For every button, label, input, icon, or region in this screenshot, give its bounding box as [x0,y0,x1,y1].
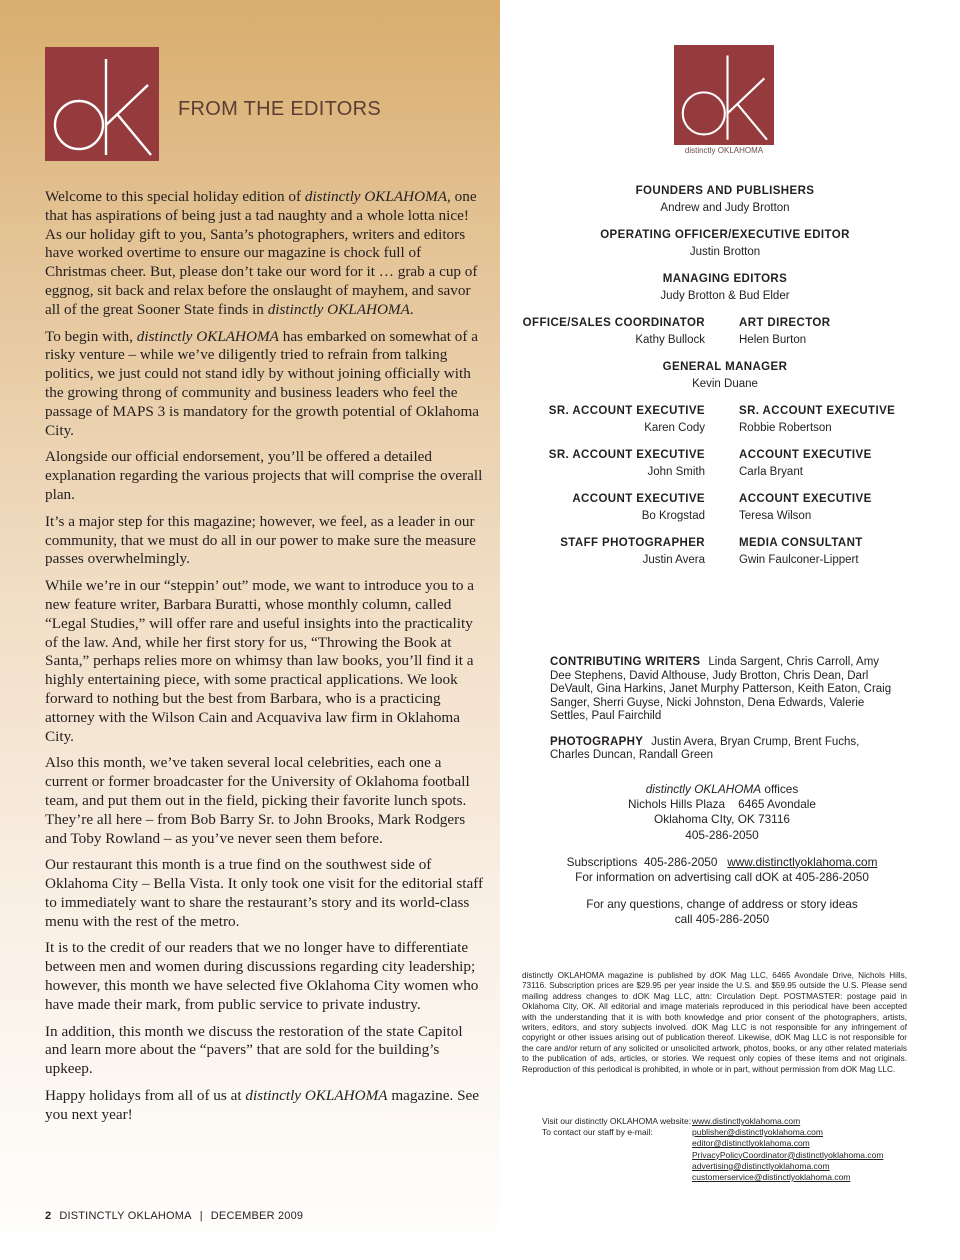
photographers-list: Justin Avera, Bryan Crump, Brent Fuchs, Charles Duncan, Randall Green [550,735,860,761]
editors-letter [45,188,485,1133]
masthead-entry [510,535,705,569]
masthead-name: Justin Brotton [689,246,761,258]
masthead-entry [739,403,939,437]
email-label: To contact our staff by e-mail: [542,1127,653,1138]
offices-address: Nichols Hills Plaza 6465 Avondale [628,797,816,812]
website-link[interactable]: www.distinctlyoklahoma.com [692,1116,801,1126]
email-row [542,1127,922,1183]
website-row [542,1116,922,1127]
text-run: magazine. See you next year! [45,1087,480,1123]
masthead-title: SR. ACCOUNT EXECUTIVE [548,405,705,417]
offices-phone: 405-286-2050 [685,827,759,842]
dok-logo-mark [674,45,774,145]
logo-tagline: distinctly OKLAHOMA [684,146,764,155]
contacts [542,1116,922,1183]
masthead-title: ART DIRECTOR [739,317,831,329]
email-link[interactable]: publisher@distinctlyoklahoma.com [692,1127,823,1138]
italic-text: distinctly OKLAHOMA [267,300,410,318]
contributing-writers [550,656,900,724]
masthead-entry [739,447,939,481]
italic-text: distinctly OKLAHOMA [304,188,448,205]
dok-logo-right [674,45,774,145]
email-link[interactable]: PrivacyPolicyCoordinator@distinctlyoklahoma.com [692,1149,884,1160]
website-label: Visit our distinctly OKLAHOMA website: [542,1116,692,1126]
masthead-row [510,447,940,481]
letter-paragraph: In addition, this month we discuss the restoration of the state Capitol and learn more about the “pavers” that are sold for the building’s upkeep. [45,1022,463,1078]
masthead [510,183,940,579]
masthead-name: Andrew and Judy Brotton [660,202,790,214]
questions-line: For any questions, change of address or story ideas [586,897,858,912]
text-run: To begin with, [45,327,137,345]
masthead-title: ACCOUNT EXECUTIVE [572,493,705,505]
website-link[interactable]: www.distinctlyoklahoma.com [727,854,878,869]
dok-logo-left [45,47,159,161]
masthead-entry [510,491,705,525]
masthead-entry [510,403,705,437]
masthead-title: OFFICE/SALES COORDINATOR [522,317,705,329]
masthead-name: Judy Brotton & Bud Elder [660,290,790,302]
masthead-title: GENERAL MANAGER [662,361,788,373]
masthead-row [510,403,940,437]
masthead-entry [739,315,939,349]
masthead-name: John Smith [647,466,705,478]
masthead-title: MANAGING EDITORS [662,273,788,285]
italic-text: distinctly OKLAHOMA [136,327,279,345]
masthead-title: ACCOUNT EXECUTIVE [739,449,872,461]
email-link[interactable]: customerservice@distinctlyoklahoma.com [692,1172,851,1183]
dok-logo-mark [45,47,159,161]
letter-paragraph: Our restaurant this month is a true find on the southwest side of Oklahoma City – Bella Vista. It only took one visit for the editorial staff to immediately want to share the restaurant’s story and its world-class menu with the rest of the metro. [45,856,484,930]
masthead-name: Gwin Faulconer-Lippert [739,554,859,566]
masthead-title: MEDIA CONSULTANT [739,537,863,549]
masthead-name: Robbie Robertson [739,422,832,434]
offices-brand: distinctly OKLAHOMA [645,782,762,796]
footer-separator: | [199,1210,203,1222]
letter-paragraph [45,1087,485,1125]
masthead-title: SR. ACCOUNT EXECUTIVE [739,405,896,417]
writers-list: Linda Sargent, Chris Carroll, Amy Dee Stephens, David Althouse, Judy Brotton, Chris Dean, Darl DeVault, Gina Harkins, Janet Murphy Patterson, Keith Eaton, Craig Sanger, Sherri Guyse, Nicki Johnston, Dena Edwards, Valerie Settles, Paul Fairchild [550,656,892,722]
masthead-name: Kevin Duane [692,378,758,390]
masthead-name: Teresa Wilson [739,510,812,522]
masthead-name: Carla Bryant [739,466,803,478]
photography [550,736,900,763]
text-run: Welcome to this special holiday edition of [45,188,305,205]
contributors [550,656,900,775]
writers-label: CONTRIBUTING WRITERS [550,656,701,668]
letter-paragraph [45,188,485,320]
page-number: 2 [45,1210,52,1222]
masthead-title: OPERATING OFFICER/EXECUTIVE EDITOR [600,229,850,241]
masthead-entry [510,447,705,481]
masthead-row [510,315,940,349]
text-run: . [409,300,414,318]
masthead-title: ACCOUNT EXECUTIVE [739,493,872,505]
page-heading: FROM THE EDITORS [178,98,381,120]
masthead-entry [510,315,705,349]
letter-paragraph: It is to the credit of our readers that we no longer have to differentiate between men and women during discussions regarding city leadership; however, this month we have selected five Oklahoma City women who have made their mark, from public service to private industry. [45,939,479,1013]
masthead-title: FOUNDERS AND PUBLISHERS [635,185,815,197]
text-run: Happy holidays from all of us at [45,1087,246,1105]
letter-paragraph: It’s a major step for this magazine; however, we feel, as a leader in our community, that we must do all in our power to make sure the measure passes overwhelmingly. [45,512,476,568]
offices-city: Oklahoma CIty, OK 73116 [654,812,790,827]
masthead-entry [510,183,940,217]
italic-text: distinctly OKLAHOMA [245,1087,388,1105]
text-run: , one that has aspirations of being just a tad naughty and a whole lotta nice! As our holiday gift to you, Santa’s photographers, writers and editors have worked overtime to ensure our magazine is chock full of Christmas cheer. But, please don’t take our word for it … grab a cup of eggnog, sit back and relax before the onslaught of mayhem, and savor all of the great Sooner State finds in [45,188,478,318]
offices-info [522,782,922,928]
masthead-name: Bo Krogstad [641,510,705,522]
masthead-entry [510,271,940,305]
letter-paragraph: Alongside our official endorsement, you’ll be offered a detailed explanation regarding the various projects that will comprise the overall plan. [45,448,483,503]
masthead-row [510,535,940,569]
letter-paragraph [45,328,485,441]
masthead-name: Justin Avera [642,554,705,566]
email-list [692,1127,883,1183]
masthead-entry [510,227,940,261]
subscriptions-label: Subscriptions 405-286-2050 [566,854,718,869]
masthead-name: Kathy Bullock [635,334,705,346]
questions-phone: call 405-286-2050 [674,912,770,927]
advertising-line: For information on advertising call dOK at 405-286-2050 [575,870,869,885]
email-link[interactable]: advertising@distinctlyoklahoma.com [692,1160,830,1171]
masthead-title: STAFF PHOTOGRAPHER [560,537,705,549]
subscriptions-line [522,855,922,870]
text-run: has embarked on somewhat of a risky venture – while we’ve diligently tried to refrain from talking politics, we just could not stand idly by without joining officially with the growing throng of community and business leaders who feel the passage of MAPS 3 is mandatory for the growth potential of Oklahoma City. [45,327,480,439]
offices-line [522,782,922,797]
footer-magazine: DISTINCTLY OKLAHOMA [59,1210,192,1222]
legal-notice: distinctly OKLAHOMA magazine is published by dOK Mag LLC, 6465 Avondale Drive, Nichols Hills, 73116. Subscription prices are $29.95 per year inside the U.S. and $59.95 outside the U.S. Please send mailing address changes to dOK Mag LLC, attn: Circulation Dept. POSTMASTER: postage paid in Oklahoma City, OK. All editorial and image materials reproduced in this periodical have been accepted with the understanding that it is with both knowledge and prior consent of the photographers, artists, writers, editors, and story subjects involved. dOK Mag LLC is not responsible for any infringement of copyright or other issues arising out of publication thereof. Likewise, dOK Mag LLC is not responsible for the care and/or return of any solicited or unsolicited artwork, photos, books, or any other related materials to the publication of ads, articles, or stories. We request only copies of these items and not originals. Reproduction of this periodical is prohibited, in whole or in part, without permission from dOK Mag LLC. [522,971,907,1074]
page-footer [45,1210,303,1222]
letter-paragraph: While we’re in our “steppin’ out” mode, we want to introduce you to a new feature writer, Barbara Buratti, whose monthly column, called “Legal Studies,” will offer rare and useful insights into the practicality of the law. And, while her first story for us, “Throwing the Book at Santa,” perhaps relies more on whimsy than law books, you’ll find it a highly entertaining piece, with some practical applications. We look forward to nothing but the best from Barbara, who is a practicing attorney with the Wilson Cain and Acquaviva law firm in Oklahoma City. [45,577,475,745]
footer-date: DECEMBER 2009 [210,1210,304,1222]
letter-paragraph: Also this month, we’ve taken several local celebrities, each one a current or former broadcaster for the University of Oklahoma football team, and put them out in the field, picking their favorite lunch spots. They’re all here – from Bob Barry Sr. to John Brooks, Mark Rodgers and Toby Rowland – as you’ve never seen them before. [45,754,470,847]
masthead-entry [510,359,940,393]
masthead-title: SR. ACCOUNT EXECUTIVE [548,449,705,461]
email-link[interactable]: editor@distinctlyoklahoma.com [692,1138,810,1149]
masthead-row [510,491,940,525]
photography-label: PHOTOGRAPHY [550,735,644,748]
masthead-entry [739,491,939,525]
offices-label: offices [761,782,799,796]
masthead-name: Helen Burton [739,334,807,346]
masthead-name: Karen Cody [644,422,705,434]
masthead-entry [739,535,939,569]
